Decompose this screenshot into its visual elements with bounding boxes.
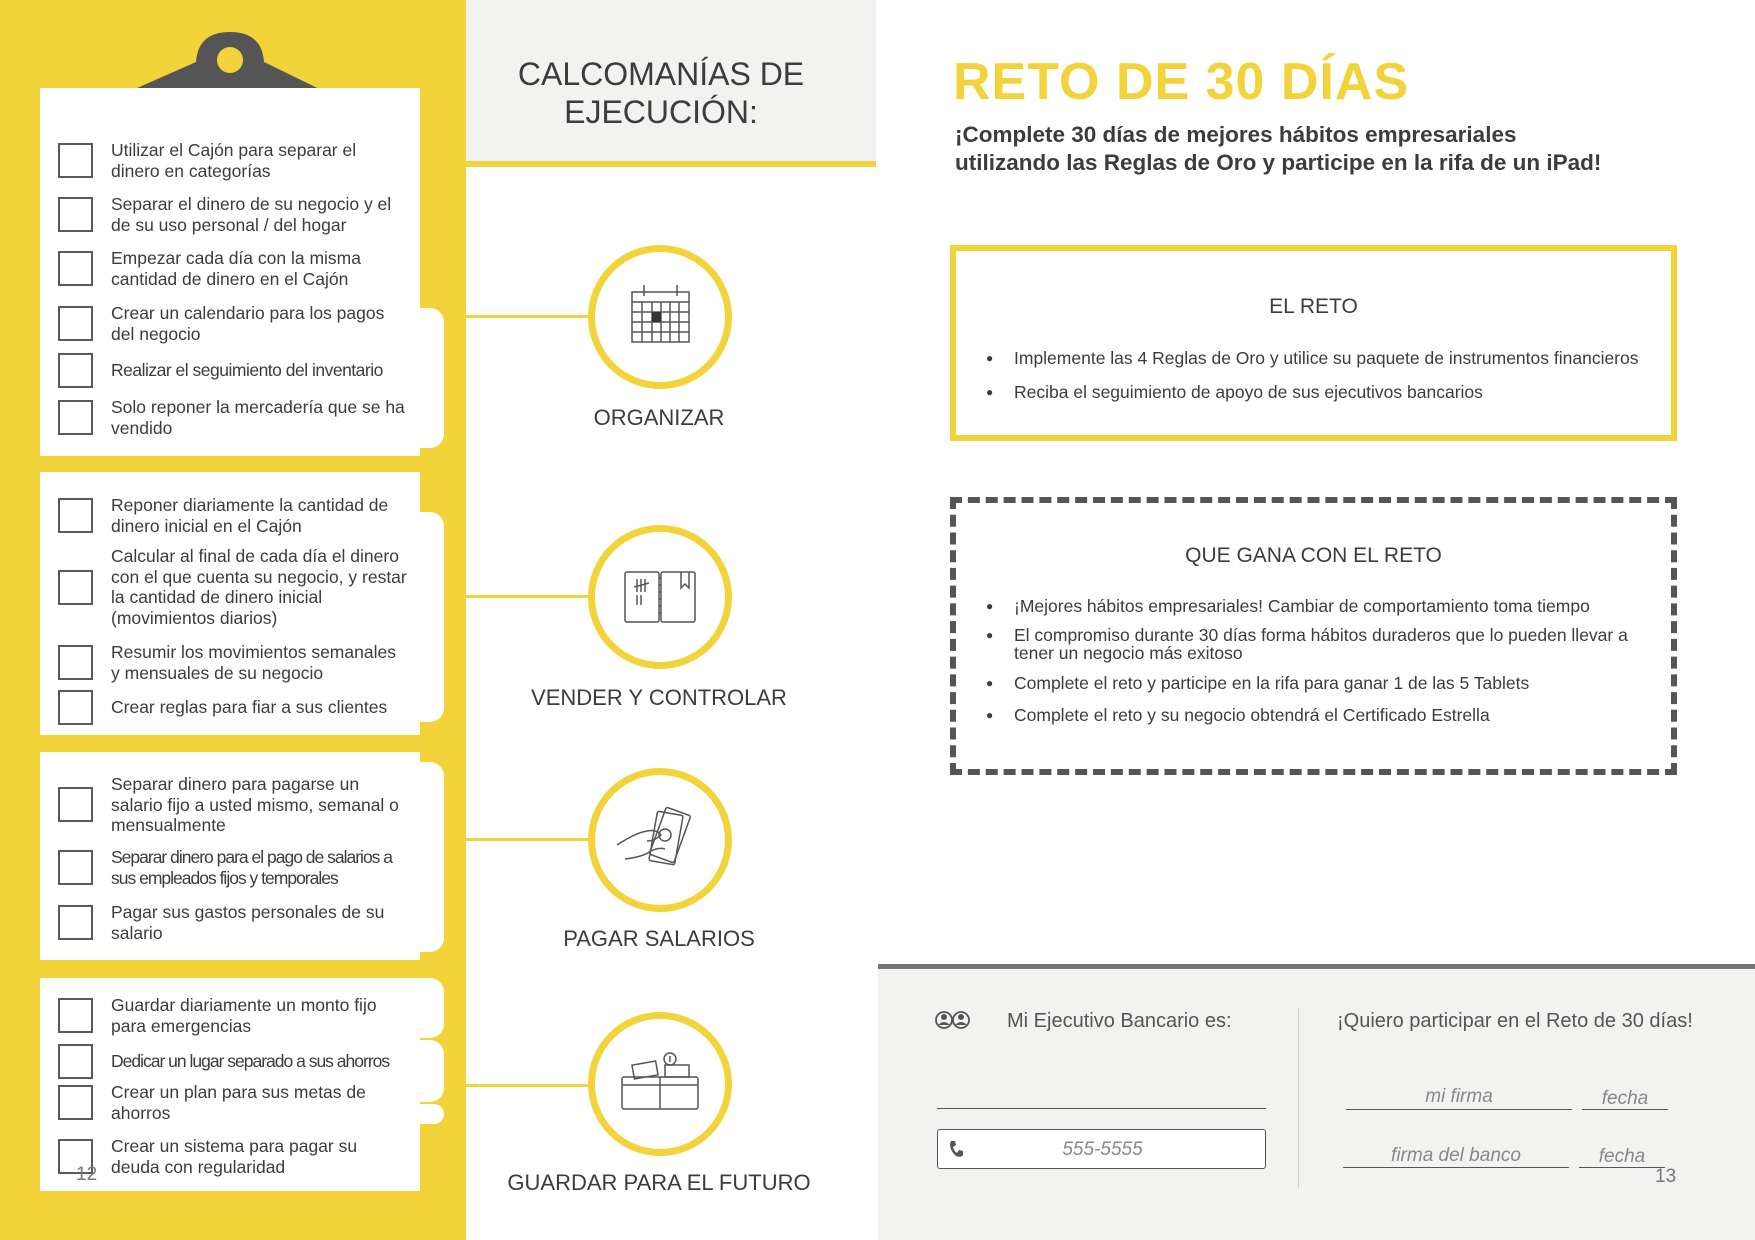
- checklist-item-label: Separar dinero para el pago de salarios a sus empleados fijos y temporales: [111, 847, 393, 888]
- checklist-item[interactable]: [58, 847, 408, 888]
- checklist-item-label: Calcular al final de cada día el dinero con el que cuenta su negocio, y restar la cantidad de dinero inicial (movimientos diarios): [111, 546, 407, 628]
- checklist-item[interactable]: [58, 642, 408, 683]
- step-label-vender: VENDER Y CONTROLAR: [531, 685, 787, 710]
- checkbox[interactable]: [58, 1085, 93, 1120]
- checklist-item[interactable]: [58, 546, 408, 628]
- list-item: ● Implemente las 4 Reglas de Oro y utilice su paquete de instrumentos financieros: [986, 348, 1661, 368]
- checklist-item-label: Utilizar el Cajón para separar el dinero en categorías: [111, 140, 357, 181]
- checkbox[interactable]: [58, 1044, 93, 1079]
- checklist-item-label: Crear un calendario para los pagos del negocio: [111, 303, 385, 344]
- middle-header-underline: [466, 161, 876, 167]
- checklist-item-label: Crear reglas para fiar a sus clientes: [111, 697, 388, 718]
- page-number-right: 13: [1655, 1166, 1677, 1187]
- mi-firma-label: mi firma: [1425, 1086, 1493, 1107]
- checklist-card-2: [40, 472, 420, 735]
- checkbox[interactable]: [58, 197, 93, 232]
- form-top-rule: [878, 964, 1755, 969]
- checklist-item-label: Dedicar un lugar separado a sus ahorros: [111, 1051, 390, 1072]
- checklist-item[interactable]: [58, 248, 408, 289]
- checklist-item[interactable]: [58, 303, 408, 344]
- fecha-line[interactable]: [1582, 1109, 1668, 1110]
- checkbox[interactable]: [58, 353, 93, 388]
- checklist-item-label: Guardar diariamente un monto fijo para emergencias: [111, 995, 377, 1036]
- hand-money-icon: [595, 775, 725, 905]
- form-divider: [1298, 1008, 1299, 1188]
- connector-line: [466, 315, 590, 318]
- checklist-item-label: Empezar cada día con la misma cantidad de dinero en el Cajón: [111, 248, 361, 289]
- list-item: ● Complete el reto y su negocio obtendrá el Certificado Estrella: [986, 705, 1641, 725]
- connector-line: [466, 595, 590, 598]
- checklist-item-label: Realizar el seguimiento del inventario: [111, 360, 383, 381]
- checklist-item[interactable]: [58, 1044, 408, 1079]
- list-item: ● ¡Mejores hábitos empresariales! Cambiar de comportamiento toma tiempo: [986, 596, 1641, 616]
- phone-placeholder: 555-5555: [1062, 1139, 1143, 1160]
- que-gana-list: [986, 596, 1641, 725]
- checkbox[interactable]: [58, 645, 93, 680]
- firma-banco-line[interactable]: [1343, 1167, 1569, 1168]
- checkbox[interactable]: [58, 306, 93, 341]
- page-number-left: 12: [76, 1164, 98, 1185]
- checkbox[interactable]: [58, 400, 93, 435]
- checklist-item-label: Separar el dinero de su negocio y el de su uso personal / del hogar: [111, 194, 392, 235]
- checklist-item-label: Separar dinero para pagarse un salario fijo a usted mismo, semanal o mensualmente: [111, 774, 399, 835]
- list-item: ● Complete el reto y participe en la rifa para ganar 1 de las 5 Tablets: [986, 673, 1641, 693]
- step-circle-organizar: [588, 245, 732, 389]
- step-circle-guardar: [588, 1012, 732, 1156]
- checklist-item-label: Crear un plan para sus metas de ahorros: [111, 1082, 366, 1123]
- checklist-card-1: [40, 88, 420, 456]
- step-circle-pagar: [588, 768, 732, 912]
- people-icon: [934, 1010, 974, 1030]
- que-gana-box: [950, 497, 1677, 775]
- fecha-line[interactable]: [1579, 1167, 1665, 1168]
- checkbox[interactable]: [58, 905, 93, 940]
- checkbox[interactable]: [58, 787, 93, 822]
- ejecutivo-label: Mi Ejecutivo Bancario es:: [1007, 1010, 1232, 1032]
- mi-firma-line[interactable]: [1346, 1109, 1572, 1110]
- que-gana-title: QUE GANA CON EL RETO: [1185, 544, 1442, 567]
- checklist-item[interactable]: [58, 690, 408, 725]
- checklist-item[interactable]: [58, 194, 408, 235]
- notebook-icon: [595, 532, 725, 662]
- list-item: ● Reciba el seguimiento de apoyo de sus ejecutivos bancarios: [986, 382, 1661, 402]
- checklist-item-label: Solo reponer la mercadería que se ha vendido: [111, 397, 405, 438]
- fecha-label: fecha: [1601, 1088, 1649, 1109]
- page-subtitle: ¡Complete 30 días de mejores hábitos empresariales utilizando las Reglas de Oro y participe en la rifa de un iPad!: [955, 122, 1602, 175]
- checklist-item-label: Reponer diariamente la cantidad de dinero inicial en el Cajón: [111, 495, 389, 536]
- step-label-guardar: GUARDAR PARA EL FUTURO: [507, 1170, 811, 1195]
- checkbox[interactable]: [58, 850, 93, 885]
- participar-label: ¡Quiero participar en el Reto de 30 días!: [1337, 1010, 1693, 1032]
- checklist-item[interactable]: [58, 995, 408, 1036]
- el-reto-box: [950, 245, 1677, 441]
- connector-line: [466, 838, 590, 841]
- checklist-item[interactable]: [58, 774, 408, 836]
- ejecutivo-name-line[interactable]: [937, 1108, 1266, 1109]
- checklist-card-4: [40, 978, 420, 1191]
- list-item: ● El compromiso durante 30 días forma hábitos duraderos que lo pueden llevar a tener un negocio más exitoso: [986, 626, 1641, 662]
- el-reto-title: EL RETO: [1269, 295, 1358, 318]
- checklist-item[interactable]: [58, 397, 408, 438]
- checklist-item[interactable]: [58, 902, 408, 943]
- page-title-reto: RETO DE 30 DÍAS: [953, 53, 1410, 111]
- checkbox[interactable]: [58, 690, 93, 725]
- checkbox[interactable]: [58, 998, 93, 1033]
- connector-line: [466, 1084, 590, 1087]
- checkbox[interactable]: [58, 143, 93, 178]
- savings-box-icon: [595, 1019, 725, 1149]
- fecha-label: fecha: [1598, 1146, 1646, 1167]
- step-label-pagar: PAGAR SALARIOS: [563, 926, 755, 951]
- checklist-item[interactable]: [58, 1136, 408, 1177]
- checklist-card-3: [40, 752, 420, 960]
- checklist-item[interactable]: [58, 1082, 408, 1123]
- checklist-item[interactable]: [58, 353, 408, 388]
- step-circle-vender: [588, 525, 732, 669]
- phone-input[interactable]: [937, 1129, 1266, 1169]
- checklist-item-label: Crear un sistema para pagar su deuda con regularidad: [111, 1136, 358, 1177]
- checklist-item[interactable]: [58, 140, 408, 181]
- page-title-calcomanias: CALCOMANÍAS DE EJECUCIÓN:: [517, 56, 805, 130]
- calendar-icon: [595, 252, 725, 382]
- checklist-item-label: Pagar sus gastos personales de su salario: [111, 902, 385, 943]
- checkbox[interactable]: [58, 251, 93, 286]
- el-reto-list: [986, 348, 1661, 402]
- checkbox[interactable]: [58, 498, 93, 533]
- checkbox[interactable]: [58, 570, 93, 605]
- step-label-organizar: ORGANIZAR: [593, 405, 725, 430]
- checklist-item[interactable]: [58, 495, 408, 536]
- checklist-item-label: Resumir los movimientos semanales y mensuales de su negocio: [111, 642, 396, 683]
- firma-banco-label: firma del banco: [1391, 1145, 1521, 1166]
